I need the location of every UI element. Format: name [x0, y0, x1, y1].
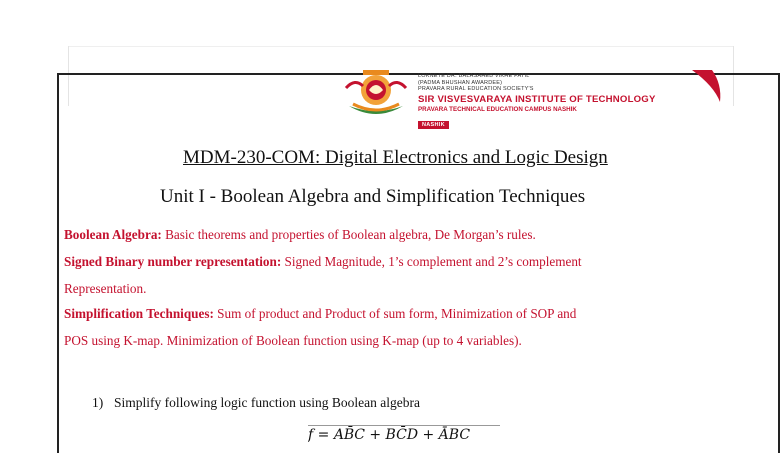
syllabus-simplification-continued: POS using K-map. Minimization of Boolean function using K-map (up to 4 variables). — [64, 333, 522, 348]
syllabus-signed — [64, 254, 582, 270]
syllabus-signed-heading: Signed Binary number representation: — [64, 254, 282, 269]
institute-award: (PADMA BHUSHAN AWARDEE) — [418, 79, 503, 86]
syllabus-boolean — [64, 227, 536, 243]
syllabus-signed-continued: Representation. — [64, 281, 147, 296]
course-title: MDM-230-COM: Digital Electronics and Logic Design — [183, 147, 608, 168]
question-1-number: 1) — [92, 395, 104, 410]
formula-text: f = AB̄C + BC̄D + ĀBC — [308, 427, 471, 442]
institute-logo — [341, 66, 411, 120]
syllabus-signed-text: Signed Magnitude, 1’s complement and 2’s complement — [281, 254, 582, 269]
institute-header — [418, 73, 718, 131]
syllabus-simplification-text: Sum of product and Product of sum form, Minimization of SOP and — [213, 306, 577, 321]
syllabus-boolean-heading: Boolean Algebra: — [64, 227, 162, 242]
institute-location-badge: NASHIK — [418, 121, 449, 129]
institute-campus: PRAVARA TECHNICAL EDUCATION CAMPUS NASHIK — [418, 105, 577, 113]
syllabus-simplification — [64, 306, 576, 322]
institute-founder: LOKNETE DR. BALASAHEB VIKHE PATIL — [418, 73, 530, 79]
unit-title: Unit I - Boolean Algebra and Simplification Techniques — [160, 186, 586, 207]
syllabus-simplification-heading: Simplification Techniques: — [64, 306, 214, 321]
header-red-swoosh — [690, 68, 724, 104]
institute-name: SIR VISVESVARAYA INSTITUTE OF TECHNOLOGY — [418, 93, 656, 105]
question-1-text: Simplify following logic function using Boolean algebra — [114, 395, 420, 410]
header-frame-top — [68, 46, 734, 47]
institute-society: PRAVARA RURAL EDUCATION SOCIETY'S — [418, 86, 534, 93]
syllabus-boolean-text: Basic theorems and properties of Boolean algebra, De Morgan’s rules. — [161, 227, 536, 242]
question-1 — [92, 395, 420, 411]
question-1-formula — [308, 425, 500, 442]
